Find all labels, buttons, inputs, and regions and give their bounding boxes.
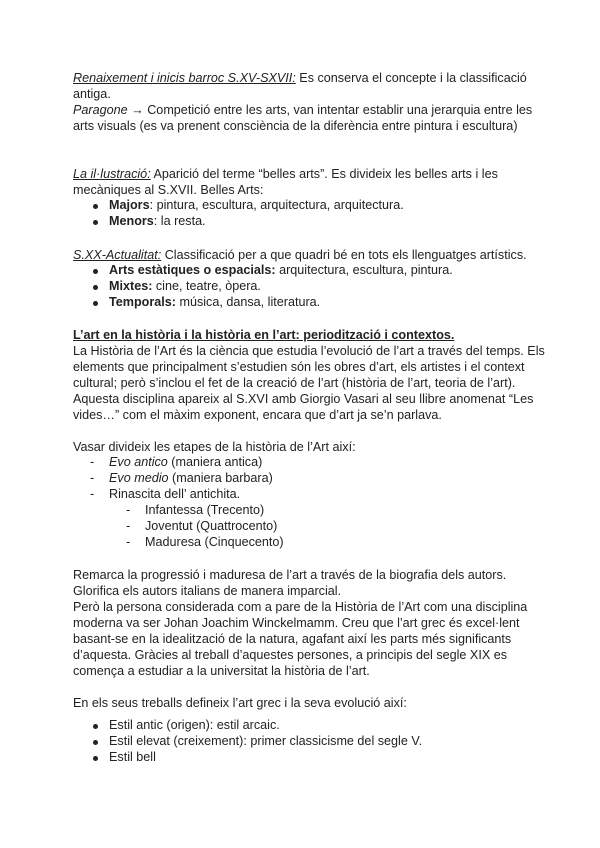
paragone-label: Paragone [73,103,128,117]
illustracio-paragraph [73,166,535,198]
paragone-text-cont: arts visuals (es va prenent consciència de la diferència entre pintura i escultura) [73,119,518,133]
list-item: Estil antic (origen): estil arcaic. [0,718,600,734]
list-item: Estil bell [0,750,600,766]
bullet-icon [92,263,100,279]
list-item: Estil elevat (creixement): primer classicisme del segle V. [0,734,600,750]
history-section: L’art en la història i la història en l’art: periodització i contextos. La Història de l’Art és la ciència que estudia l’evolució de l’art a través del temps. Els elements que principalment s’estudien són les obres d’art, els artistes i el context cultural; però s’inclou el fet de la creació de l’art (història de l’art, teoria de l’art). Aquesta disciplina apareix al S.XVI amb Giorgio Vasari al seu llibre anomenat “Les vides…” com el màxim exponent, encara que d’art ja se’n parlava. [73,328,545,422]
list-item: Mixtes: cine, teatre, òpera. [0,279,600,295]
renaixement-text: Es conserva el concepte i la classificació [295,71,527,85]
illustracio-text: Aparició del terme “belles arts”. Es divideix les belles arts i les [150,167,498,181]
sxx-paragraph [73,247,535,263]
list-item: - Evo medio (maniera barbara) [90,471,273,485]
bullet-icon [92,198,100,214]
bullet-icon [92,750,100,766]
bullet-icon [92,214,100,230]
illustracio-text-cont: mecàniques al S.XVII. Belles Arts: [73,183,264,197]
sxx-heading: S.XX-Actualitat: [73,248,162,262]
list-item: Menors: la resta. [0,214,600,230]
list-item: Arts estàtiques o espacials: arquitectura, escultura, pintura. [0,263,600,279]
paragone-text: → Competició entre les arts, van intentar establir una jerarquia entre les [127,103,533,117]
sxx-text: Classificació per a que quadri bé en tots els llenguatges artístics. [161,248,527,262]
sub-list-item: - Maduresa (Cinquecento) [126,535,284,549]
sub-list-item: - Joventut (Quattrocento) [126,519,278,533]
belles-arts-list [0,198,600,230]
section-title: L’art en la història i la història en l’art: periodització i contextos. [73,328,455,342]
sub-list-item: - Infantessa (Trecento) [126,503,265,517]
list-item: - Evo antico (maniera antica) [90,455,263,469]
bullet-icon [92,718,100,734]
vasari-list [0,455,600,551]
renaixement-paragraph [73,70,535,134]
winckelmann-paragraph: Remarca la progressió i maduresa de l’art a través de la biografia dels autors. Glorifica els autors italians de manera imparcial. Però la persona considerada com a pare de la Història de l’Art com una disciplina moderna va ser Johan Joachim Winckelmamm. Creu que l’art grec és excel·lent basant-se en la idealització de la natura, agafant així les parts més significants d’aquesta. Gràcies al treball d’aquestes persones, a principis del segle XIX es comença a estudiar a la universitat la història de l’art. [73,568,528,678]
arts-classification-list [0,263,600,311]
greek-intro: En els seus treballs defineix l’art grec i la seva evolució així: [73,696,407,710]
illustracio-heading: La il·lustració: [73,167,151,181]
vasari-intro: Vasar divideix les etapes de la història de l’Art així: [73,440,356,454]
list-item: - Rinascita dell’ antichita. [90,487,241,501]
list-item: Temporals: música, dansa, literatura. [0,295,600,311]
renaixement-text-cont: antiga. [73,87,111,101]
bullet-icon [92,734,100,750]
list-item: Majors: pintura, escultura, arquitectura, arquitectura. [0,198,600,214]
bullet-icon [92,279,100,295]
bullet-icon [92,295,100,311]
renaixement-heading: Renaixement i inicis barroc S.XV-SXVII: [73,71,296,85]
greek-list [0,718,600,766]
